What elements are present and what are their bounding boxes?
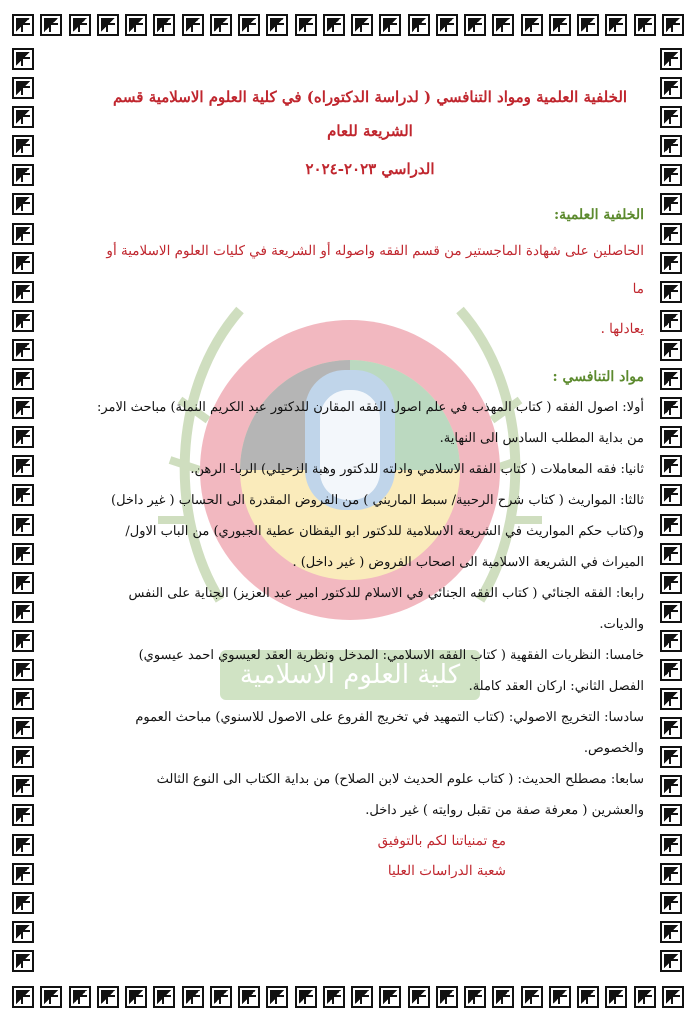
border-tile	[12, 252, 34, 274]
border-tile	[660, 193, 682, 215]
border-tile	[436, 986, 458, 1008]
subject-line: رابعا: الفقه الجنائي ( كتاب الفقه الجنائي في الاسلام للدكتور امير عبد العزيز) الجناية على النفس	[128, 586, 644, 601]
border-tile	[634, 986, 656, 1008]
border-tile	[12, 630, 34, 652]
left-border	[12, 48, 34, 972]
border-tile	[182, 986, 204, 1008]
border-tile	[660, 950, 682, 972]
border-tile	[266, 14, 288, 36]
border-tile	[238, 14, 260, 36]
subject-line: ثالثا: المواريث ( كتاب شرح الرحبية/ سبط الماريني ) من الفروض المقدرة الى الحساب ( غير داخل)	[111, 493, 644, 508]
border-tile	[12, 281, 34, 303]
border-tile	[12, 572, 34, 594]
border-tile	[549, 14, 571, 36]
document-content	[96, 80, 644, 886]
border-tile	[182, 14, 204, 36]
subject-line: أولا: اصول الفقه ( كتاب المهذب في علم اصول الفقه المقارن للدكتور عبد الكريم النملة) مباحث الامر:	[97, 400, 644, 415]
border-tile	[97, 986, 119, 1008]
border-tile	[660, 688, 682, 710]
border-tile	[12, 455, 34, 477]
border-tile	[351, 986, 373, 1008]
subject-line: و(كتاب حكم المواريث في الشريعة الاسلامية للدكتور ابو اليقظان عطية الجبوري) من الباب الاول/	[125, 524, 644, 539]
border-tile	[660, 77, 682, 99]
subject-line: والخصوص.	[583, 741, 644, 756]
subject-line: سادسا: التخريج الاصولي: (كتاب التمهيد في تخريج الفروع على الاصول للاسنوي) مباحث العموم	[135, 710, 644, 725]
border-tile	[492, 986, 514, 1008]
border-tile	[40, 986, 62, 1008]
border-tile	[660, 310, 682, 332]
border-tile	[12, 543, 34, 565]
watermark-label: كلية العلوم الاسلامية	[239, 660, 461, 690]
border-tile	[210, 986, 232, 1008]
border-tile	[660, 543, 682, 565]
border-tile	[12, 514, 34, 536]
right-border	[660, 48, 682, 972]
subjects-list	[96, 392, 644, 826]
subject-line: من بداية المطلب السادس الى النهاية.	[439, 431, 644, 446]
border-tile	[295, 986, 317, 1008]
background-heading: الخلفية العلمية:	[553, 207, 644, 223]
border-tile	[12, 339, 34, 361]
border-tile	[549, 986, 571, 1008]
academic-year: الدراسي ٢٠٢٣-٢٠٢٤	[305, 160, 435, 178]
border-tile	[12, 804, 34, 826]
border-tile	[660, 921, 682, 943]
border-tile	[12, 892, 34, 914]
border-tile	[12, 310, 34, 332]
border-tile	[12, 746, 34, 768]
subject-line: خامسا: النظريات الفقهية ( كتاب الفقه الاسلامي: المدخل ونظرية العقد لعيسوي احمد عيسوي)	[138, 648, 644, 663]
border-tile	[12, 688, 34, 710]
border-tile	[660, 775, 682, 797]
border-tile	[12, 775, 34, 797]
border-tile	[464, 14, 486, 36]
background-line-1: الحاصلين على شهادة الماجستير من قسم الفقه واصوله أو الشريعة في كليات العلوم الاسلامية أو ما	[106, 243, 644, 297]
border-tile	[12, 834, 34, 856]
border-tile	[12, 921, 34, 943]
border-tile	[660, 368, 682, 390]
border-tile	[408, 986, 430, 1008]
border-tile	[12, 659, 34, 681]
border-tile	[660, 572, 682, 594]
border-tile	[577, 14, 599, 36]
border-tile	[40, 14, 62, 36]
border-tile	[660, 834, 682, 856]
subject-line: ثانيا: فقه المعاملات ( كتاب الفقه الاسلامي وادلته للدكتور وهبة الزحيلي) الربا- الرهن.	[190, 462, 644, 477]
subject-line: الميراث في الشريعة الاسلامية الى اصحاب الفروض ( غير داخل) .	[292, 555, 644, 570]
border-tile	[125, 986, 147, 1008]
border-tile	[238, 986, 260, 1008]
border-tile	[12, 223, 34, 245]
border-tile	[12, 717, 34, 739]
background-line-2: يعادلها .	[600, 321, 644, 337]
border-tile	[660, 223, 682, 245]
border-tile	[660, 514, 682, 536]
bottom-border	[12, 986, 684, 1008]
border-tile	[660, 892, 682, 914]
border-tile	[97, 14, 119, 36]
border-tile	[521, 14, 543, 36]
border-tile	[464, 986, 486, 1008]
border-tile	[662, 986, 684, 1008]
border-tile	[12, 863, 34, 885]
border-tile	[660, 135, 682, 157]
border-tile	[634, 14, 656, 36]
border-tile	[660, 339, 682, 361]
border-tile	[660, 630, 682, 652]
border-tile	[69, 14, 91, 36]
border-tile	[605, 986, 627, 1008]
border-tile	[12, 601, 34, 623]
signature-department: شعبة الدراسات العليا	[387, 863, 506, 879]
subject-line: والديات.	[599, 617, 644, 632]
border-tile	[125, 14, 147, 36]
border-tile	[210, 14, 232, 36]
border-tile	[12, 14, 34, 36]
border-tile	[660, 717, 682, 739]
border-tile	[660, 48, 682, 70]
border-tile	[660, 455, 682, 477]
border-tile	[12, 484, 34, 506]
border-tile	[266, 986, 288, 1008]
border-tile	[605, 14, 627, 36]
border-tile	[660, 106, 682, 128]
border-tile	[660, 252, 682, 274]
border-tile	[12, 135, 34, 157]
border-tile	[12, 164, 34, 186]
document-title: الخلفية العلمية ومواد التنافسي ( لدراسة الدكتوراه) في كلية العلوم الاسلامية قسم الشريعة للعام	[112, 88, 628, 140]
border-tile	[660, 164, 682, 186]
border-tile	[660, 659, 682, 681]
subject-line: سابعا: مصطلح الحديث: ( كتاب علوم الحديث لابن الصلاح) من بداية الكتاب الى النوع الثالث	[156, 772, 644, 787]
border-tile	[660, 397, 682, 419]
border-tile	[295, 14, 317, 36]
border-tile	[351, 14, 373, 36]
subject-line: الفصل الثاني: اركان العقد كاملة.	[468, 679, 644, 694]
border-tile	[12, 193, 34, 215]
border-tile	[660, 863, 682, 885]
border-tile	[323, 986, 345, 1008]
border-tile	[660, 746, 682, 768]
border-tile	[12, 397, 34, 419]
border-tile	[12, 48, 34, 70]
border-tile	[379, 14, 401, 36]
border-tile	[408, 14, 430, 36]
border-tile	[153, 986, 175, 1008]
border-tile	[323, 14, 345, 36]
border-tile	[69, 986, 91, 1008]
subjects-heading: مواد التنافسي :	[552, 369, 644, 385]
border-tile	[379, 986, 401, 1008]
border-tile	[660, 601, 682, 623]
subject-line: والعشرين ( معرفة صفة من تقبل روايته ) غير داخل.	[365, 803, 644, 818]
border-tile	[660, 281, 682, 303]
border-tile	[12, 106, 34, 128]
border-tile	[12, 77, 34, 99]
closing-wish: مع تمنياتنا لكم بالتوفيق	[377, 833, 506, 849]
border-tile	[12, 950, 34, 972]
border-tile	[660, 804, 682, 826]
border-tile	[153, 14, 175, 36]
border-tile	[577, 986, 599, 1008]
border-tile	[12, 368, 34, 390]
border-tile	[660, 426, 682, 448]
border-tile	[12, 426, 34, 448]
border-tile	[662, 14, 684, 36]
border-tile	[492, 14, 514, 36]
border-tile	[660, 484, 682, 506]
top-border	[12, 14, 684, 36]
border-tile	[12, 986, 34, 1008]
border-tile	[521, 986, 543, 1008]
border-tile	[436, 14, 458, 36]
